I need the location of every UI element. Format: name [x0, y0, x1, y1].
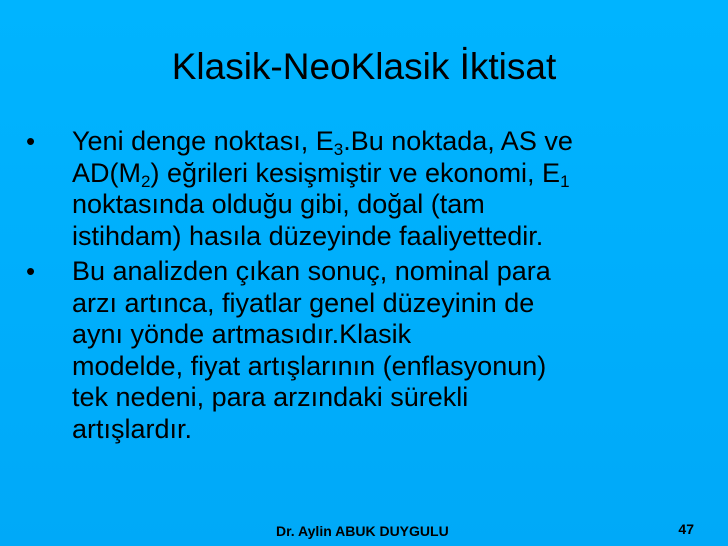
- bullet-1-line-2-text-a: AD(M: [72, 157, 141, 188]
- page-number: 47: [678, 521, 694, 537]
- bullet-1-line-1-text-a: Yeni denge noktası, E: [72, 126, 334, 156]
- bullet-icon: •: [26, 126, 36, 156]
- bullet-icon: •: [26, 256, 36, 286]
- bullet-1-line-3: noktasında olduğu gibi, doğal (tam: [72, 189, 485, 219]
- bullet-list: [22, 126, 712, 449]
- bullet-item-2: [22, 256, 712, 445]
- subscript-1: 1: [560, 171, 570, 191]
- bullet-2-line-6: artışlardır.: [72, 413, 193, 444]
- bullet-1-line-1-text-b: .Bu noktada, AS ve: [343, 126, 573, 156]
- bullet-2-line-4: modelde, fiyat artışlarının (enflasyonun): [72, 350, 547, 381]
- subscript-3: 3: [333, 140, 344, 159]
- footer-author: Dr. Aylin ABUK DUYGULU: [276, 523, 449, 539]
- bullet-2-line-2: arzı artınca, fiyatlar genel düzeyinin de: [72, 287, 535, 318]
- subscript-2: 2: [141, 171, 151, 191]
- bullet-1-line-1: [72, 126, 712, 158]
- bullet-2-line-1: Bu analizden çıkan sonuç, nominal para: [72, 256, 551, 286]
- bullet-1-line-4: istihdam) hasıla düzeyinde faaliyettedir.: [72, 220, 544, 251]
- bullet-1-line-2: [72, 158, 712, 190]
- slide-title: Klasik-NeoKlasik İktisat: [171, 46, 557, 87]
- bullet-item-1: [22, 126, 712, 252]
- bullet-2-line-3: aynı yönde artmasıdır.Klasik: [72, 319, 412, 349]
- bullet-1-line-2-text-b: ) eğrileri kesişmiştir ve ekonomi, E: [150, 157, 561, 188]
- bullet-2-line-5: tek nedeni, para arzındaki sürekli: [72, 382, 469, 412]
